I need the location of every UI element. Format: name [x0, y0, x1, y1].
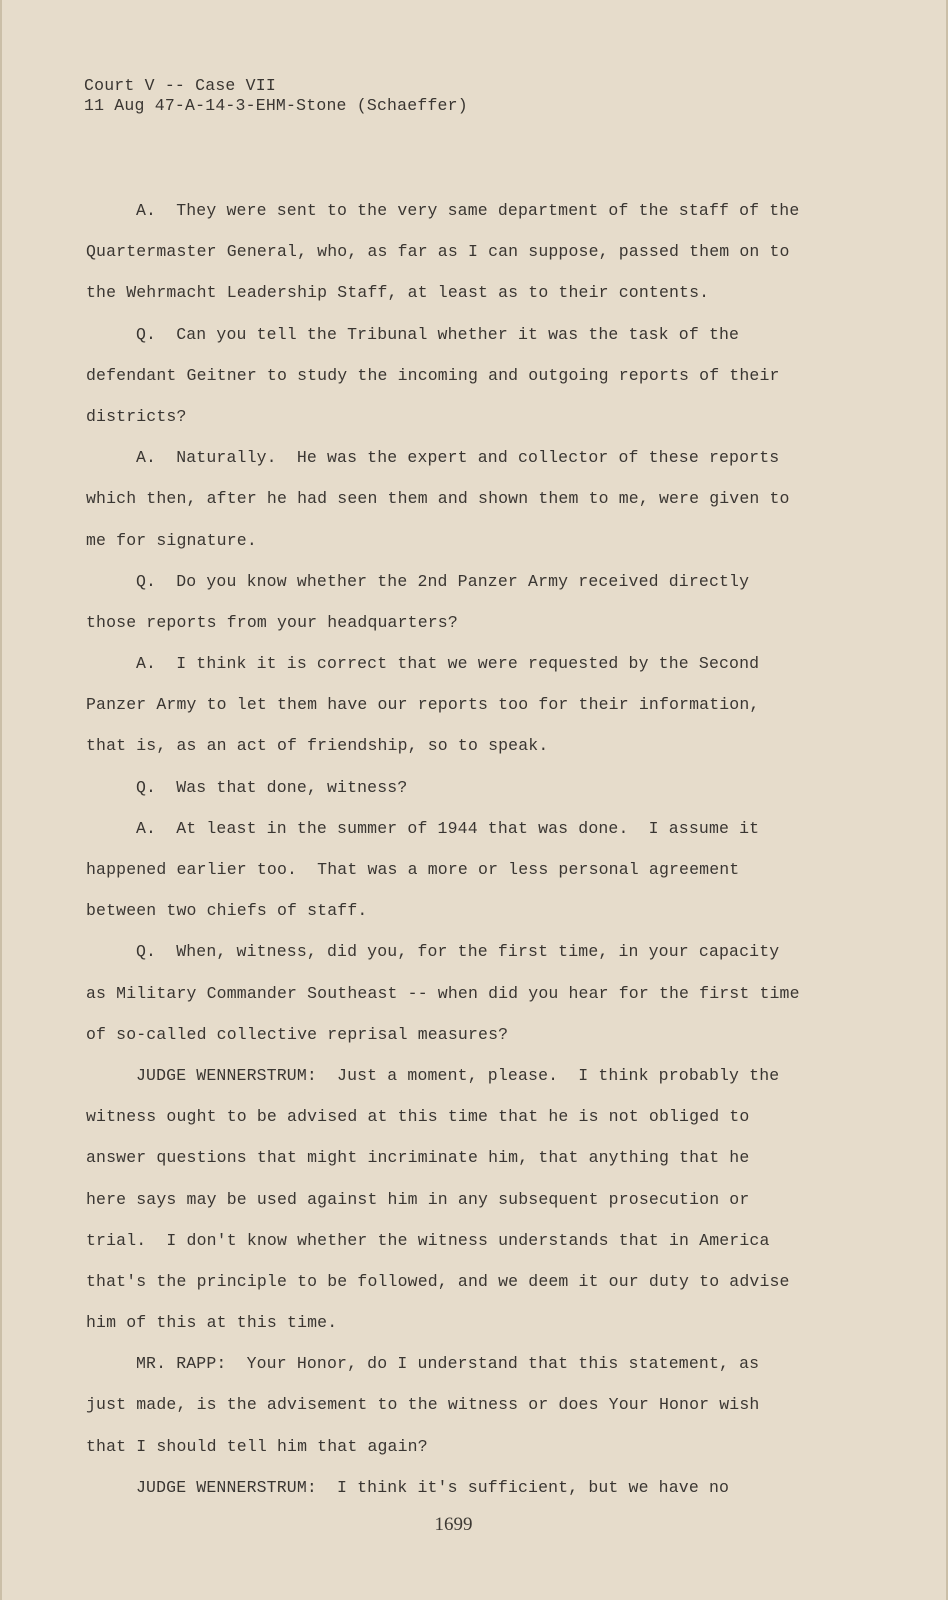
transcript-line: Q. Was that done, witness?	[136, 777, 408, 797]
transcript-line: answer questions that might incriminate him, that anything that he	[86, 1148, 750, 1168]
transcript-line: those reports from your headquarters?	[86, 612, 458, 632]
transcript-line: trial. I don't know whether the witness understands that in America	[86, 1230, 770, 1250]
transcript-line: me for signature.	[86, 530, 257, 550]
transcript-line: that is, as an act of friendship, so to speak.	[86, 736, 549, 756]
transcript-line: districts?	[86, 406, 187, 426]
transcript-line: A. I think it is correct that we were requested by the Second	[136, 654, 760, 674]
transcript-line: JUDGE WENNERSTRUM: I think it's sufficient, but we have no	[136, 1477, 730, 1497]
transcript-line: Q. Do you know whether the 2nd Panzer Army received directly	[136, 571, 750, 591]
transcript-line: MR. RAPP: Your Honor, do I understand that this statement, as	[136, 1354, 760, 1374]
transcript-line: that's the principle to be followed, and we deem it our duty to advise	[86, 1271, 790, 1291]
transcript-line: happened earlier too. That was a more or less personal agreement	[86, 860, 740, 879]
transcript-line: of so-called collective reprisal measures?	[86, 1024, 509, 1044]
transcript-line: Panzer Army to let them have our reports too for their information,	[86, 695, 760, 715]
transcript-line: Q. When, witness, did you, for the first time, in your capacity	[136, 942, 780, 962]
transcript-line: that I should tell him that again?	[86, 1436, 428, 1456]
transcript-line: just made, is the advisement to the witness or does Your Honor wish	[86, 1395, 760, 1415]
document-header	[84, 76, 468, 116]
header-case-line: Court V -- Case VII	[84, 76, 276, 95]
transcript-body	[86, 190, 826, 1508]
transcript-line: which then, after he had seen them and shown them to me, were given to	[86, 489, 790, 509]
transcript-line: A. Naturally. He was the expert and collector of these reports	[136, 448, 780, 468]
transcript-line: here says may be used against him in any subsequent prosecution or	[86, 1189, 750, 1209]
page-number: 1699	[434, 1514, 473, 1535]
transcript-line: JUDGE WENNERSTRUM: Just a moment, please. I think probably the	[136, 1065, 780, 1085]
transcript-line: the Wehrmacht Leadership Staff, at least as to their contents.	[86, 283, 710, 303]
transcript-line: Quartermaster General, who, as far as I can suppose, passed them on to	[86, 242, 790, 262]
transcript-line: A. They were sent to the very same department of the staff of the	[136, 201, 800, 220]
transcript-line: Q. Can you tell the Tribunal whether it was the task of the	[136, 324, 740, 344]
transcript-line: him of this at this time.	[86, 1313, 338, 1333]
header-reference-line: 11 Aug 47-A-14-3-EHM-Stone (Schaeffer)	[84, 96, 468, 115]
transcript-line: as Military Commander Southeast -- when did you hear for the first time	[86, 983, 800, 1003]
transcript-line: A. At least in the summer of 1944 that was done. I assume it	[136, 818, 760, 838]
transcript-line: between two chiefs of staff.	[86, 901, 368, 921]
transcript-line: witness ought to be advised at this time that he is not obliged to	[86, 1107, 750, 1127]
transcript-line: defendant Geitner to study the incoming and outgoing reports of their	[86, 365, 780, 385]
